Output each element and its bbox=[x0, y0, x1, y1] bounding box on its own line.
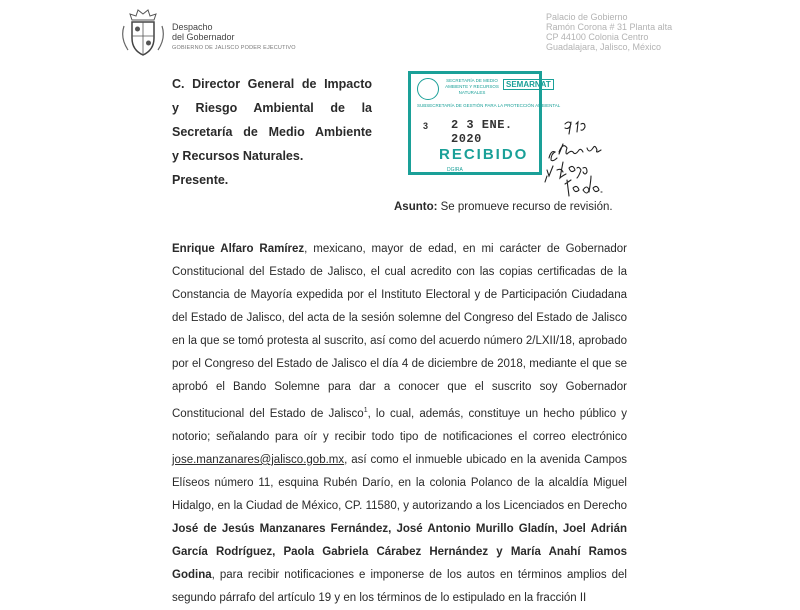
body-text-b: , lo cual, además, constituye un hecho público y notorio; señalando para oír y recibir todo tipo de notificaciones el correo electrónico bbox=[172, 407, 627, 443]
handwritten-note bbox=[543, 118, 643, 200]
address-line-2: Ramón Corona # 31 Planta alta bbox=[546, 22, 673, 32]
letterhead-address bbox=[546, 12, 672, 52]
stamp-brand: SEMARNAT bbox=[503, 79, 554, 90]
body-text-d: , para recibir notificaciones e imponerse de los autos en términos amplios del segundo párrafo del artículo 19 y en los términos de lo estipulado en la fracción II bbox=[172, 568, 627, 604]
subject-label: Asunto: bbox=[394, 201, 438, 213]
stamp-date: 2 3 ENE. 2020 bbox=[451, 118, 513, 146]
stamp-number: 3 bbox=[423, 121, 429, 131]
body-text-c: , así como el inmueble ubicado en la avenida Campos Elíseos número 11, esquina Rubén Darío, en la colonia Polanco de la alcaldía Miguel Hidalgo, en la Ciudad de México, CP. 11580, y autorizando a los Licenciados en Derecho bbox=[172, 453, 627, 512]
recipient-line-4: y Recursos Naturales. bbox=[172, 149, 304, 163]
petitioner-name: Enrique Alfaro Ramírez bbox=[172, 243, 305, 255]
authorized-lawyers: José de Jesús Manzanares Fernández, José Antonio Murillo Gladín, Joel Adrián García Rodríguez, Paola Gabriela Cárabez Hernández y María Anahí Ramos Godina bbox=[172, 522, 627, 581]
received-stamp bbox=[408, 71, 561, 175]
recipient-line-1: C. Director General de Impacto bbox=[172, 77, 372, 91]
subject-text: Se promueve recurso de revisión. bbox=[440, 201, 613, 213]
recipient-line-2: y Riesgo Ambiental de la bbox=[172, 101, 372, 115]
office-subtitle: GOBIERNO DE JALISCO PODER EJECUTIVO bbox=[172, 45, 296, 51]
subject-line bbox=[394, 201, 613, 213]
office-name bbox=[172, 22, 296, 53]
email-link[interactable]: jose.manzanares@jalisco.gob.mx bbox=[172, 453, 345, 466]
address-line-4: Guadalajara, Jalisco, México bbox=[546, 42, 662, 52]
body-text-a: , mexicano, mayor de edad, en mi carácter de Gobernador Constitucional del Estado de Jalisco, el cual acredito con las copias certificadas de la Constancia de Mayoría expedida por el Instituto Electoral y de Participación Ciudadana del Estado de Jalisco, del acta de la sesión solemne del Congreso del Estado de Jalisco en la que se tomó protesta al suscrito, así como del acuerdo número 2/LXII/18, aprobado por el Congreso del Estado de Jalisco el día 4 de diciembre de 2018, mediante el que se aprobó el Bando Solemne para dar a conocer que el suscrito soy Gobernador Constitucional del Estado de Jalisco bbox=[172, 243, 627, 420]
recipient-block bbox=[172, 72, 372, 192]
body-paragraph bbox=[172, 238, 627, 610]
stamp-department: SUBSECRETARÍA DE GESTIÓN PARA LA PROTECCIÓN AMBIENTAL bbox=[417, 103, 561, 108]
stamp-label: RECIBIDO bbox=[439, 146, 529, 163]
stamp-office: DGIRA bbox=[447, 167, 463, 173]
office-line-2: del Gobernador bbox=[172, 32, 235, 42]
address-line-3: CP 44100 Colonia Centro bbox=[546, 32, 649, 42]
stamp-secretariat: SECRETARÍA DE MEDIO AMBIENTE Y RECURSOS NATURALES bbox=[445, 78, 499, 95]
office-line-1: Despacho bbox=[172, 22, 213, 32]
seal-icon bbox=[417, 78, 439, 100]
footnote-marker[interactable]: 1 bbox=[363, 407, 368, 414]
recipient-line-3: Secretaría de Medio Ambiente bbox=[172, 125, 372, 139]
recipient-greeting: Presente. bbox=[172, 173, 229, 187]
coat-of-arms-icon bbox=[120, 8, 166, 58]
address-line-1: Palacio de Gobierno bbox=[546, 12, 628, 22]
